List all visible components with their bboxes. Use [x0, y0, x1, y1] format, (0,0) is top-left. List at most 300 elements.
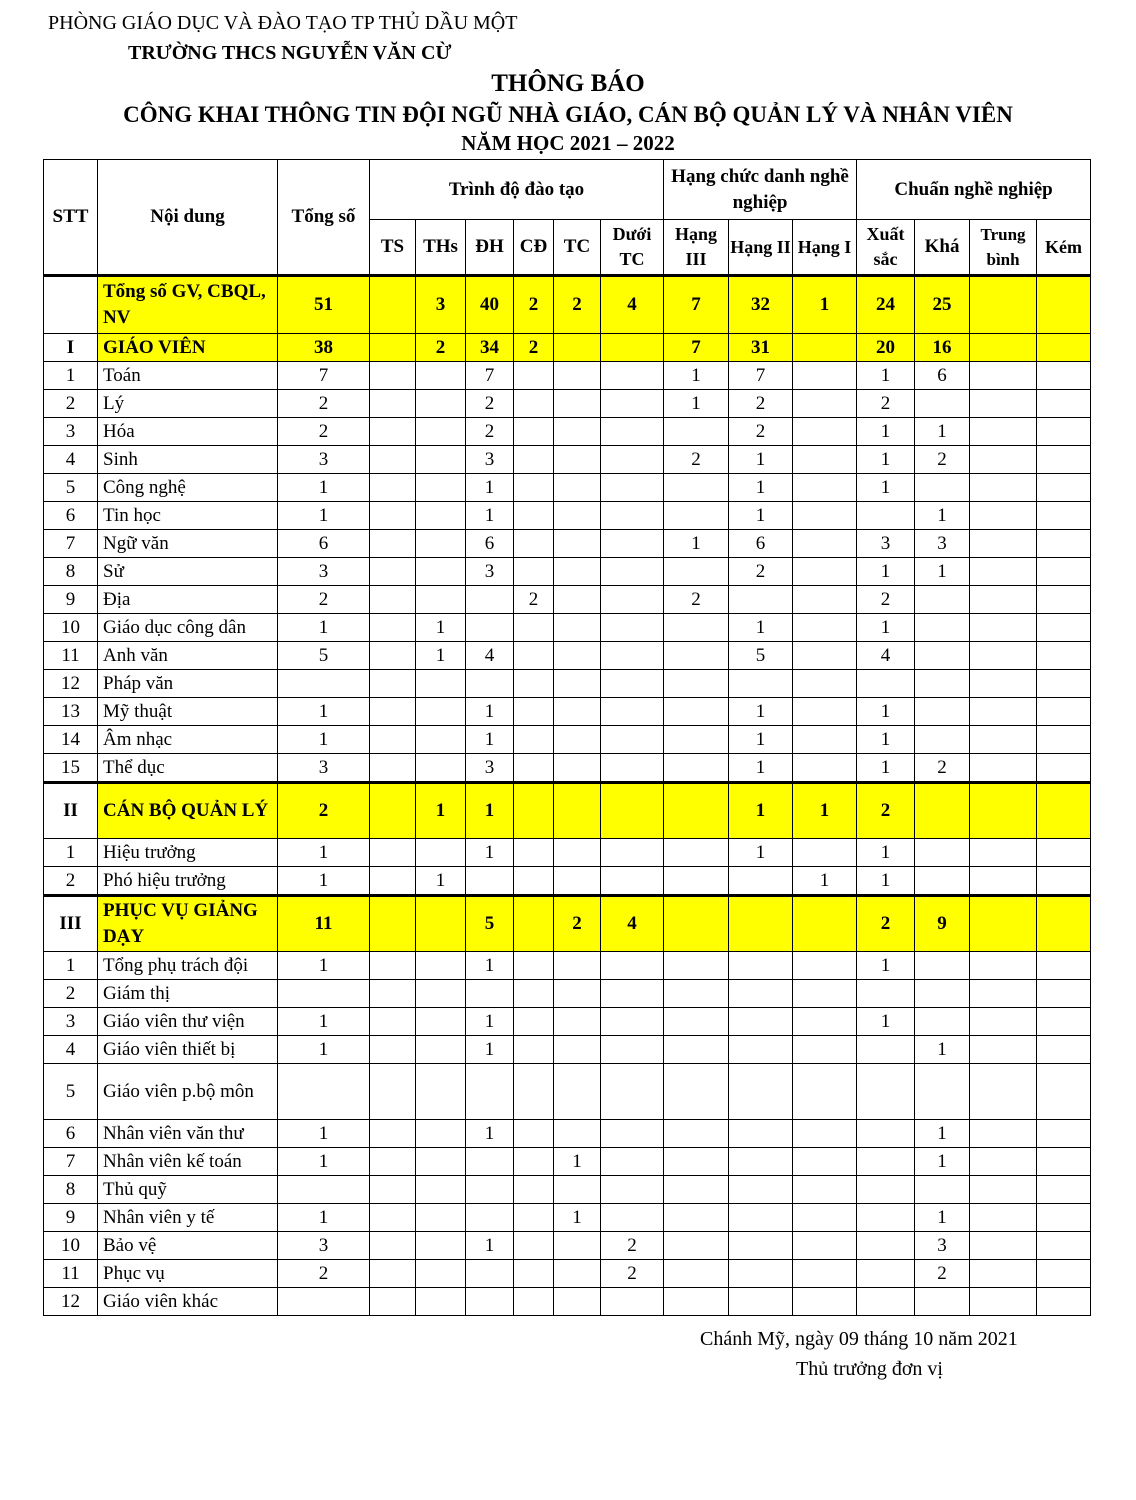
cell-stt: 7 — [44, 1148, 98, 1176]
table-row — [44, 446, 1091, 474]
cell-content: Tổng số GV, CBQL, NV — [98, 276, 278, 334]
header-dh: ĐH — [466, 220, 514, 276]
cell-value — [664, 839, 729, 867]
cell-value — [1037, 474, 1091, 502]
table-row — [44, 642, 1091, 670]
header-training: Trình độ đào tạo — [370, 160, 664, 220]
cell-value: 1 — [554, 1148, 601, 1176]
cell-value — [601, 670, 664, 698]
cell-value — [857, 502, 915, 530]
cell-value — [729, 1232, 793, 1260]
cell-value — [970, 754, 1037, 783]
cell-value: 1 — [793, 276, 857, 334]
cell-value — [370, 1008, 416, 1036]
cell-value — [915, 390, 970, 418]
cell-content: Giáo viên thư viện — [98, 1008, 278, 1036]
cell-value — [1037, 446, 1091, 474]
cell-value: 2 — [857, 896, 915, 952]
header-hang-3: Hạng III — [664, 220, 729, 276]
cell-value — [793, 952, 857, 980]
cell-value — [554, 502, 601, 530]
cell-value — [664, 614, 729, 642]
cell-value — [664, 1232, 729, 1260]
cell-value — [514, 446, 554, 474]
cell-value — [601, 952, 664, 980]
cell-value: 4 — [601, 276, 664, 334]
cell-content: Giáo viên thiết bị — [98, 1036, 278, 1064]
cell-stt: 6 — [44, 502, 98, 530]
table-row — [44, 586, 1091, 614]
cell-value: 2 — [915, 1260, 970, 1288]
cell-value — [915, 867, 970, 896]
cell-value — [857, 1120, 915, 1148]
cell-value — [1037, 558, 1091, 586]
cell-value — [554, 642, 601, 670]
cell-value: 6 — [466, 530, 514, 558]
cell-value: 1 — [278, 839, 370, 867]
cell-value — [466, 980, 514, 1008]
cell-value — [793, 754, 857, 783]
cell-value — [664, 1176, 729, 1204]
cell-value — [554, 586, 601, 614]
cell-value — [664, 896, 729, 952]
cell-value — [554, 670, 601, 698]
cell-stt: 2 — [44, 867, 98, 896]
cell-value — [793, 558, 857, 586]
signing-date: Chánh Mỹ, ngày 09 tháng 10 năm 2021 — [700, 1328, 1018, 1350]
cell-value — [514, 698, 554, 726]
cell-value — [970, 1260, 1037, 1288]
cell-value — [466, 614, 514, 642]
cell-value — [793, 1008, 857, 1036]
cell-value — [514, 1204, 554, 1232]
cell-stt: 8 — [44, 558, 98, 586]
cell-value — [970, 362, 1037, 390]
cell-content: Anh văn — [98, 642, 278, 670]
cell-value — [1037, 867, 1091, 896]
staff-table — [43, 159, 1091, 1316]
cell-value — [664, 670, 729, 698]
cell-value — [601, 1036, 664, 1064]
cell-value — [466, 586, 514, 614]
table-row — [44, 1120, 1091, 1148]
cell-value — [278, 1288, 370, 1316]
cell-value: 31 — [729, 334, 793, 362]
cell-value: 2 — [416, 334, 466, 362]
cell-value — [664, 558, 729, 586]
table-row — [44, 980, 1091, 1008]
cell-value — [554, 390, 601, 418]
cell-value — [793, 1036, 857, 1064]
cell-value — [970, 446, 1037, 474]
cell-value — [857, 1204, 915, 1232]
cell-value: 1 — [915, 1120, 970, 1148]
cell-value — [793, 1064, 857, 1120]
cell-value — [370, 1176, 416, 1204]
cell-value — [370, 754, 416, 783]
cell-value — [970, 558, 1037, 586]
cell-value: 1 — [729, 502, 793, 530]
cell-value — [970, 896, 1037, 952]
cell-value — [1037, 1288, 1091, 1316]
cell-content: Giáo viên khác — [98, 1288, 278, 1316]
cell-value: 3 — [857, 530, 915, 558]
cell-value: 1 — [466, 783, 514, 839]
cell-value — [416, 726, 466, 754]
cell-value: 1 — [554, 1204, 601, 1232]
cell-value — [793, 418, 857, 446]
cell-value: 1 — [793, 867, 857, 896]
cell-value: 2 — [729, 418, 793, 446]
cell-value — [1037, 783, 1091, 839]
cell-value — [970, 614, 1037, 642]
cell-value: 2 — [278, 390, 370, 418]
cell-value: 2 — [278, 1260, 370, 1288]
cell-value — [915, 952, 970, 980]
cell-stt: 1 — [44, 839, 98, 867]
cell-value: 1 — [729, 698, 793, 726]
cell-value — [601, 867, 664, 896]
cell-value — [554, 726, 601, 754]
cell-value — [857, 670, 915, 698]
cell-value: 1 — [466, 839, 514, 867]
cell-value — [514, 1288, 554, 1316]
cell-value — [370, 334, 416, 362]
cell-value: 1 — [857, 446, 915, 474]
cell-value — [416, 530, 466, 558]
cell-value — [793, 1148, 857, 1176]
cell-stt: 2 — [44, 980, 98, 1008]
cell-stt: 10 — [44, 614, 98, 642]
header-cd: CĐ — [514, 220, 554, 276]
cell-value: 7 — [664, 276, 729, 334]
header-hang-1: Hạng I — [793, 220, 857, 276]
cell-value — [729, 1008, 793, 1036]
cell-value — [664, 1064, 729, 1120]
cell-value — [793, 839, 857, 867]
cell-value — [278, 670, 370, 698]
cell-value — [664, 1260, 729, 1288]
cell-value: 32 — [729, 276, 793, 334]
cell-value — [370, 952, 416, 980]
cell-value — [370, 896, 416, 952]
cell-value — [857, 1260, 915, 1288]
cell-value — [793, 614, 857, 642]
section-row — [44, 896, 1091, 952]
cell-content: Nhân viên kế toán — [98, 1148, 278, 1176]
cell-stt: 12 — [44, 1288, 98, 1316]
cell-value — [370, 362, 416, 390]
cell-value: 1 — [857, 839, 915, 867]
cell-value: 2 — [554, 276, 601, 334]
cell-value — [601, 1176, 664, 1204]
cell-value — [554, 1232, 601, 1260]
table-row — [44, 867, 1091, 896]
cell-value: 3 — [915, 1232, 970, 1260]
cell-value: 3 — [466, 446, 514, 474]
cell-value — [601, 362, 664, 390]
cell-value — [857, 1232, 915, 1260]
cell-value — [1037, 502, 1091, 530]
cell-value — [554, 334, 601, 362]
cell-content: Toán — [98, 362, 278, 390]
cell-value — [1037, 362, 1091, 390]
cell-value — [1037, 698, 1091, 726]
cell-content: PHỤC VỤ GIẢNG DẠY — [98, 896, 278, 952]
cell-stt: 8 — [44, 1176, 98, 1204]
cell-content: Địa — [98, 586, 278, 614]
cell-value — [1037, 754, 1091, 783]
cell-value: 1 — [278, 698, 370, 726]
cell-value — [793, 446, 857, 474]
cell-value — [370, 698, 416, 726]
cell-value: 1 — [857, 698, 915, 726]
cell-value: 1 — [857, 362, 915, 390]
cell-value — [370, 1260, 416, 1288]
cell-value — [416, 698, 466, 726]
table-row — [44, 502, 1091, 530]
cell-value: 1 — [857, 726, 915, 754]
cell-value: 1 — [915, 502, 970, 530]
cell-value — [416, 839, 466, 867]
cell-value — [664, 754, 729, 783]
cell-stt: 10 — [44, 1232, 98, 1260]
cell-value: 5 — [466, 896, 514, 952]
cell-value — [554, 1260, 601, 1288]
cell-value — [601, 502, 664, 530]
cell-value — [970, 1288, 1037, 1316]
cell-value: 1 — [278, 1148, 370, 1176]
cell-value: 2 — [857, 586, 915, 614]
cell-value: 1 — [278, 1036, 370, 1064]
cell-stt: 13 — [44, 698, 98, 726]
table-row — [44, 952, 1091, 980]
cell-value — [370, 1148, 416, 1176]
cell-content: Giám thị — [98, 980, 278, 1008]
header-total: Tổng số — [278, 160, 370, 276]
table-row — [44, 362, 1091, 390]
cell-value — [370, 1232, 416, 1260]
cell-value: 1 — [729, 446, 793, 474]
cell-value: 1 — [729, 783, 793, 839]
cell-stt: 2 — [44, 390, 98, 418]
cell-value — [554, 418, 601, 446]
cell-value — [793, 1120, 857, 1148]
cell-value: 1 — [857, 614, 915, 642]
cell-value — [370, 783, 416, 839]
cell-value — [416, 362, 466, 390]
cell-value — [857, 1288, 915, 1316]
cell-value — [601, 390, 664, 418]
cell-value — [370, 530, 416, 558]
cell-value: 1 — [278, 474, 370, 502]
cell-value — [514, 1176, 554, 1204]
cell-value: 3 — [416, 276, 466, 334]
cell-value — [370, 642, 416, 670]
cell-value: 1 — [664, 362, 729, 390]
cell-content: Phục vụ — [98, 1260, 278, 1288]
cell-content: Công nghệ — [98, 474, 278, 502]
table-row — [44, 670, 1091, 698]
cell-value — [915, 783, 970, 839]
cell-value — [970, 334, 1037, 362]
cell-value — [278, 1176, 370, 1204]
cell-value — [793, 1232, 857, 1260]
cell-value: 2 — [514, 276, 554, 334]
cell-value — [370, 276, 416, 334]
cell-value — [554, 839, 601, 867]
cell-value — [729, 1148, 793, 1176]
cell-content: Sinh — [98, 446, 278, 474]
cell-value — [664, 867, 729, 896]
cell-value: 1 — [729, 754, 793, 783]
table-row — [44, 614, 1091, 642]
cell-value — [915, 726, 970, 754]
cell-value — [370, 586, 416, 614]
cell-value: 11 — [278, 896, 370, 952]
cell-value: 3 — [466, 558, 514, 586]
cell-value — [601, 783, 664, 839]
table-row — [44, 754, 1091, 783]
cell-stt: 5 — [44, 474, 98, 502]
cell-value — [729, 1204, 793, 1232]
table-row — [44, 1176, 1091, 1204]
cell-value: 1 — [857, 474, 915, 502]
cell-value — [601, 558, 664, 586]
cell-value — [970, 726, 1037, 754]
cell-value — [664, 980, 729, 1008]
cell-value — [416, 418, 466, 446]
cell-value: 1 — [466, 726, 514, 754]
cell-value — [554, 530, 601, 558]
cell-value: 1 — [729, 726, 793, 754]
cell-content: Lý — [98, 390, 278, 418]
header-stt: STT — [44, 160, 98, 276]
cell-value — [370, 839, 416, 867]
cell-value — [1037, 390, 1091, 418]
cell-value: 51 — [278, 276, 370, 334]
cell-content: Thủ quỹ — [98, 1176, 278, 1204]
cell-value: 5 — [729, 642, 793, 670]
cell-value — [915, 670, 970, 698]
cell-value — [1037, 530, 1091, 558]
cell-value — [466, 1260, 514, 1288]
cell-value — [514, 1008, 554, 1036]
cell-value — [729, 1288, 793, 1316]
cell-value — [370, 1204, 416, 1232]
cell-value — [466, 1064, 514, 1120]
cell-value — [554, 1288, 601, 1316]
cell-value — [793, 670, 857, 698]
cell-value — [664, 1008, 729, 1036]
cell-value: 1 — [793, 783, 857, 839]
cell-stt: 9 — [44, 586, 98, 614]
cell-stt: II — [44, 783, 98, 839]
cell-value: 2 — [664, 446, 729, 474]
cell-value — [664, 474, 729, 502]
cell-value: 1 — [915, 1036, 970, 1064]
cell-value: 24 — [857, 276, 915, 334]
cell-value — [970, 839, 1037, 867]
cell-value — [416, 446, 466, 474]
cell-value — [970, 1148, 1037, 1176]
cell-value — [664, 1036, 729, 1064]
cell-value — [970, 1120, 1037, 1148]
cell-value — [370, 1036, 416, 1064]
cell-value — [729, 1120, 793, 1148]
cell-value — [514, 867, 554, 896]
cell-content: CÁN BỘ QUẢN LÝ — [98, 783, 278, 839]
cell-content: Ngữ văn — [98, 530, 278, 558]
table-row — [44, 474, 1091, 502]
cell-stt: 3 — [44, 418, 98, 446]
table-row — [44, 558, 1091, 586]
cell-value — [370, 980, 416, 1008]
cell-stt: 6 — [44, 1120, 98, 1148]
cell-value: 3 — [278, 558, 370, 586]
cell-value — [729, 1176, 793, 1204]
cell-value: 1 — [416, 642, 466, 670]
cell-value — [514, 783, 554, 839]
cell-value: 1 — [466, 1120, 514, 1148]
table-row — [44, 530, 1091, 558]
cell-value — [793, 698, 857, 726]
cell-content: Phó hiệu trưởng — [98, 867, 278, 896]
cell-value — [601, 530, 664, 558]
cell-content: Thể dục — [98, 754, 278, 783]
cell-value — [915, 474, 970, 502]
cell-value — [793, 896, 857, 952]
cell-value — [601, 334, 664, 362]
cell-stt: 4 — [44, 446, 98, 474]
cell-value: 1 — [729, 839, 793, 867]
cell-value — [729, 1064, 793, 1120]
cell-value: 1 — [729, 474, 793, 502]
cell-value: 1 — [278, 1120, 370, 1148]
cell-value — [915, 586, 970, 614]
cell-value — [370, 867, 416, 896]
cell-value — [416, 1232, 466, 1260]
cell-content: Sử — [98, 558, 278, 586]
cell-value: 1 — [915, 1204, 970, 1232]
cell-value — [416, 390, 466, 418]
cell-value — [370, 614, 416, 642]
cell-value — [514, 1232, 554, 1260]
header-kem: Kém — [1037, 220, 1091, 276]
cell-value — [370, 1064, 416, 1120]
cell-value — [370, 670, 416, 698]
cell-value: 1 — [416, 867, 466, 896]
cell-value — [466, 867, 514, 896]
cell-value — [554, 474, 601, 502]
cell-value — [970, 952, 1037, 980]
school-name: TRƯỜNG THCS NGUYỄN VĂN CỪ — [128, 42, 452, 64]
cell-value: 1 — [915, 558, 970, 586]
cell-value — [729, 1036, 793, 1064]
cell-value: 6 — [278, 530, 370, 558]
table-row — [44, 1232, 1091, 1260]
cell-value — [857, 1148, 915, 1176]
cell-value: 3 — [278, 446, 370, 474]
cell-value — [1037, 1232, 1091, 1260]
cell-value — [729, 896, 793, 952]
cell-value — [664, 1148, 729, 1176]
cell-value: 1 — [466, 1008, 514, 1036]
department-name: PHÒNG GIÁO DỤC VÀ ĐÀO TẠO TP THỦ DẦU MỘT — [48, 12, 518, 34]
cell-value: 7 — [664, 334, 729, 362]
cell-value — [970, 502, 1037, 530]
table-row — [44, 1148, 1091, 1176]
